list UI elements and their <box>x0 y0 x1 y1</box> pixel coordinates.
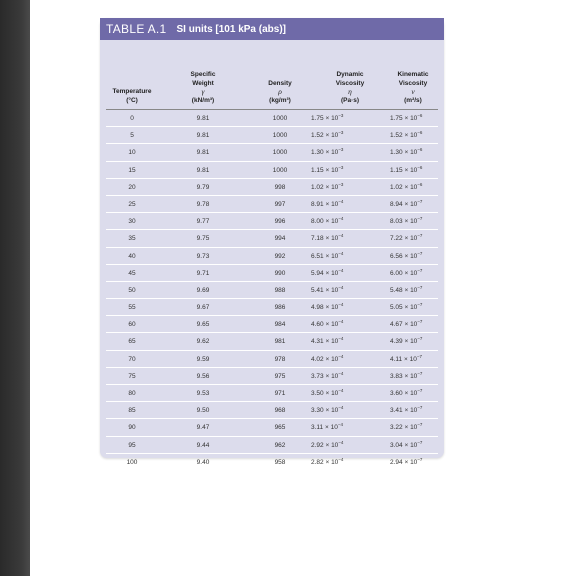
table-row <box>100 454 444 471</box>
dynamic-viscosity-cell-exponent: −4 <box>338 353 344 359</box>
table-header <box>100 40 444 109</box>
kinematic-viscosity-cell-times-ten: × 10 <box>402 115 418 122</box>
dynamic-viscosity-cell-times-ten: × 10 <box>323 304 339 312</box>
temperature-cell: 70 <box>128 355 136 363</box>
specific-weight-cell: 9.44 <box>196 441 210 449</box>
kinematic-viscosity-cell <box>390 316 450 333</box>
temperature-cell: 55 <box>128 304 136 312</box>
header-specific-weight-line2: Weight <box>192 79 214 87</box>
density-cell: 996 <box>274 218 286 226</box>
header-kinematic-viscosity <box>382 40 444 109</box>
specific-weight-cell: 9.81 <box>196 115 210 122</box>
table-body <box>100 110 444 471</box>
specific-weight-cell: 9.79 <box>196 183 210 191</box>
dynamic-viscosity-cell-exponent: −3 <box>338 181 344 187</box>
kinematic-viscosity-cell-times-ten: × 10 <box>402 132 418 140</box>
dynamic-viscosity-cell <box>311 351 371 368</box>
temperature-cell: 20 <box>128 183 136 191</box>
dynamic-viscosity-cell-times-ten: × 10 <box>323 458 339 466</box>
kinematic-viscosity-cell-mantissa: 1.75 <box>390 115 403 122</box>
kinematic-viscosity-cell-times-ten: × 10 <box>402 269 418 277</box>
dynamic-viscosity-cell-mantissa: 8.91 <box>311 200 324 208</box>
dark-sidebar <box>0 0 30 576</box>
temperature-cell: 85 <box>128 407 136 415</box>
dynamic-viscosity-cell-exponent: −4 <box>338 250 344 256</box>
temperature-cell: 25 <box>128 200 136 208</box>
specific-weight-cell: 9.81 <box>196 149 210 157</box>
kinematic-viscosity-cell-mantissa: 5.05 <box>390 304 403 312</box>
kinematic-viscosity-cell <box>390 454 450 471</box>
kinematic-viscosity-cell-exponent: −6 <box>417 181 423 187</box>
kinematic-viscosity-cell-mantissa: 6.56 <box>390 252 403 260</box>
density-cell: 978 <box>274 355 286 363</box>
header-dynamic-viscosity-symbol: η <box>348 87 352 97</box>
kinematic-viscosity-cell <box>390 333 450 350</box>
dynamic-viscosity-cell-exponent: −4 <box>338 388 344 393</box>
dynamic-viscosity-cell-mantissa: 1.30 <box>311 149 324 157</box>
kinematic-viscosity-cell-mantissa: 4.39 <box>390 338 403 346</box>
kinematic-viscosity-cell-exponent: −6 <box>417 130 423 136</box>
dynamic-viscosity-cell-exponent: −4 <box>338 319 344 325</box>
header-density-label: Density <box>268 79 292 87</box>
dynamic-viscosity-cell-exponent: −4 <box>338 370 344 376</box>
temperature-cell: 75 <box>128 372 136 380</box>
specific-weight-cell: 9.73 <box>196 252 210 260</box>
dynamic-viscosity-cell-exponent: −4 <box>337 422 343 428</box>
table-row <box>100 127 444 144</box>
dynamic-viscosity-cell <box>311 144 371 161</box>
dynamic-viscosity-cell-exponent: −4 <box>338 439 344 445</box>
kinematic-viscosity-cell-exponent: −7 <box>417 233 423 239</box>
dynamic-viscosity-cell <box>311 248 371 265</box>
header-density-symbol: ρ <box>278 87 282 97</box>
density-cell: 997 <box>274 200 286 208</box>
kinematic-viscosity-cell-times-ten: × 10 <box>402 200 418 208</box>
dynamic-viscosity-cell-times-ten: × 10 <box>323 269 339 277</box>
dynamic-viscosity-cell-mantissa: 3.50 <box>311 390 324 397</box>
kinematic-viscosity-cell-mantissa: 3.22 <box>390 424 403 432</box>
dynamic-viscosity-cell-mantissa: 1.15 <box>311 166 324 174</box>
table-row <box>100 196 444 213</box>
table-title: SI units [101 kPa (abs)] <box>176 23 286 35</box>
dynamic-viscosity-cell <box>311 127 371 144</box>
specific-weight-cell: 9.59 <box>196 355 210 363</box>
kinematic-viscosity-cell <box>390 385 450 402</box>
kinematic-viscosity-cell-times-ten: × 10 <box>402 458 418 466</box>
dynamic-viscosity-cell <box>311 454 371 471</box>
kinematic-viscosity-cell <box>390 110 450 127</box>
density-cell: 1000 <box>272 115 288 122</box>
dynamic-viscosity-cell-exponent: −4 <box>338 198 344 204</box>
dynamic-viscosity-cell-mantissa: 5.41 <box>311 286 324 294</box>
specific-weight-cell: 9.56 <box>196 372 210 380</box>
dynamic-viscosity-cell-exponent: −4 <box>338 336 344 342</box>
header-specific-weight-unit: (kN/m³) <box>191 97 215 105</box>
dynamic-viscosity-cell <box>311 385 371 402</box>
header-dynamic-viscosity-unit: (Pa·s) <box>340 97 360 105</box>
kinematic-viscosity-cell-times-ten: × 10 <box>402 355 417 363</box>
temperature-cell: 90 <box>128 424 136 432</box>
density-cell: 994 <box>274 235 286 243</box>
dynamic-viscosity-cell-exponent: −3 <box>338 164 344 170</box>
header-dynamic-viscosity-line1: Dynamic <box>336 70 364 78</box>
dynamic-viscosity-cell-exponent: −4 <box>338 216 344 222</box>
kinematic-viscosity-cell-mantissa: 2.94 <box>390 458 403 466</box>
table-row <box>100 299 444 316</box>
specific-weight-cell: 9.67 <box>196 304 210 312</box>
kinematic-viscosity-cell-mantissa: 1.52 <box>390 132 403 140</box>
kinematic-viscosity-cell-exponent: −7 <box>417 336 423 342</box>
table-row <box>100 437 444 454</box>
table-row <box>100 385 444 402</box>
specific-weight-cell: 9.40 <box>196 458 210 466</box>
kinematic-viscosity-cell-exponent: −7 <box>417 388 423 393</box>
kinematic-viscosity-cell-mantissa: 3.60 <box>390 390 403 397</box>
temperature-cell: 50 <box>128 286 136 294</box>
dynamic-viscosity-cell <box>311 230 371 247</box>
dynamic-viscosity-cell-mantissa: 1.02 <box>311 183 324 191</box>
specific-weight-cell: 9.65 <box>196 321 210 329</box>
dynamic-viscosity-cell <box>311 282 371 299</box>
kinematic-viscosity-cell-mantissa: 1.30 <box>390 149 403 157</box>
table-tag: TABLE A.1 <box>106 22 167 36</box>
dynamic-viscosity-cell-mantissa: 5.94 <box>311 269 324 277</box>
table-row <box>100 213 444 230</box>
kinematic-viscosity-cell-times-ten: × 10 <box>402 407 418 415</box>
kinematic-viscosity-cell-exponent: −7 <box>417 250 423 256</box>
dynamic-viscosity-cell-times-ten: × 10 <box>323 132 339 140</box>
table-row <box>100 402 444 419</box>
temperature-cell: 95 <box>128 441 136 449</box>
kinematic-viscosity-cell-exponent: −6 <box>417 113 423 118</box>
dynamic-viscosity-cell-times-ten: × 10 <box>323 390 339 397</box>
table-row <box>100 282 444 299</box>
kinematic-viscosity-cell-exponent: −7 <box>417 198 423 204</box>
dynamic-viscosity-cell-times-ten: × 10 <box>323 166 339 174</box>
dynamic-viscosity-cell-exponent: −4 <box>338 456 344 462</box>
kinematic-viscosity-cell-times-ten: × 10 <box>402 286 418 294</box>
specific-weight-cell: 9.75 <box>196 235 210 243</box>
kinematic-viscosity-cell-mantissa: 5.48 <box>390 286 403 294</box>
dynamic-viscosity-cell <box>311 213 371 230</box>
kinematic-viscosity-cell-exponent: −7 <box>417 422 423 428</box>
table-row <box>100 248 444 265</box>
kinematic-viscosity-cell-exponent: −7 <box>417 439 423 445</box>
kinematic-viscosity-cell-exponent: −6 <box>417 164 423 170</box>
temperature-cell: 45 <box>128 269 136 277</box>
dynamic-viscosity-cell-times-ten: × 10 <box>323 441 339 449</box>
dynamic-viscosity-cell-mantissa: 3.11 <box>311 424 324 432</box>
kinematic-viscosity-cell-exponent: −7 <box>417 370 423 376</box>
specific-weight-cell: 9.81 <box>196 166 210 174</box>
dynamic-viscosity-cell-times-ten: × 10 <box>323 115 339 122</box>
dynamic-viscosity-cell <box>311 162 371 179</box>
header-temperature-unit: (°C) <box>126 97 138 105</box>
kinematic-viscosity-cell <box>390 144 450 161</box>
dynamic-viscosity-cell-exponent: −3 <box>338 147 344 153</box>
table-row <box>100 419 444 436</box>
density-cell: 984 <box>274 321 286 329</box>
temperature-cell: 65 <box>128 338 136 346</box>
dynamic-viscosity-cell-times-ten: × 10 <box>323 252 339 260</box>
dynamic-viscosity-cell-times-ten: × 10 <box>323 218 339 226</box>
specific-weight-cell: 9.50 <box>196 407 210 415</box>
kinematic-viscosity-cell-times-ten: × 10 <box>402 304 418 312</box>
kinematic-viscosity-cell-times-ten: × 10 <box>402 183 418 191</box>
header-dynamic-viscosity-line2: Viscosity <box>335 79 365 87</box>
header-kinematic-viscosity-line1: Kinematic <box>397 70 429 78</box>
density-cell: 988 <box>274 286 286 294</box>
density-cell: 986 <box>274 304 286 312</box>
temperature-cell: 40 <box>128 252 136 260</box>
table-row <box>100 265 444 282</box>
dynamic-viscosity-cell-mantissa: 3.30 <box>311 407 324 415</box>
kinematic-viscosity-cell <box>390 419 450 436</box>
kinematic-viscosity-cell-times-ten: × 10 <box>402 218 418 226</box>
table-row <box>100 162 444 179</box>
kinematic-viscosity-cell-mantissa: 4.67 <box>390 321 403 329</box>
dynamic-viscosity-cell-exponent: −4 <box>338 302 344 308</box>
specific-weight-cell: 9.81 <box>196 132 210 140</box>
dynamic-viscosity-cell-exponent: −4 <box>338 267 344 273</box>
kinematic-viscosity-cell-mantissa: 8.03 <box>390 218 403 226</box>
dynamic-viscosity-cell-mantissa: 4.31 <box>311 338 324 346</box>
dynamic-viscosity-cell-times-ten: × 10 <box>323 235 339 243</box>
dynamic-viscosity-cell <box>311 110 371 127</box>
kinematic-viscosity-cell-times-ten: × 10 <box>402 149 418 157</box>
table-row <box>100 316 444 333</box>
specific-weight-cell: 9.77 <box>196 218 210 226</box>
kinematic-viscosity-cell <box>390 299 450 316</box>
header-specific-weight-line1: Specific <box>190 70 216 78</box>
dynamic-viscosity-cell <box>311 419 371 436</box>
dynamic-viscosity-cell-mantissa: 4.98 <box>311 304 324 312</box>
kinematic-viscosity-cell-mantissa: 1.15 <box>390 166 403 174</box>
header-specific-weight <box>164 40 242 109</box>
kinematic-viscosity-cell <box>390 402 450 419</box>
dynamic-viscosity-cell-mantissa: 4.60 <box>311 321 324 329</box>
kinematic-viscosity-cell-exponent: −7 <box>417 302 423 308</box>
density-cell: 992 <box>274 252 286 260</box>
dynamic-viscosity-cell-mantissa: 3.73 <box>311 372 324 380</box>
kinematic-viscosity-cell-times-ten: × 10 <box>402 441 418 449</box>
header-kinematic-viscosity-unit: (m²/s) <box>404 97 422 105</box>
dynamic-viscosity-cell <box>311 265 371 282</box>
dynamic-viscosity-cell-mantissa: 4.02 <box>311 355 324 363</box>
temperature-cell: 10 <box>128 149 136 157</box>
density-cell: 981 <box>274 338 286 346</box>
dynamic-viscosity-cell-times-ten: × 10 <box>323 149 339 157</box>
temperature-cell: 100 <box>126 458 138 466</box>
table-row <box>100 333 444 350</box>
dynamic-viscosity-cell-times-ten: × 10 <box>323 200 339 208</box>
kinematic-viscosity-cell-mantissa: 3.41 <box>390 407 403 415</box>
kinematic-viscosity-cell-times-ten: × 10 <box>402 390 418 397</box>
dynamic-viscosity-cell-mantissa: 8.00 <box>311 218 324 226</box>
density-cell: 975 <box>274 372 286 380</box>
dynamic-viscosity-cell <box>311 299 371 316</box>
kinematic-viscosity-cell-mantissa: 7.22 <box>390 235 403 243</box>
dynamic-viscosity-cell-times-ten: × 10 <box>323 321 339 329</box>
kinematic-viscosity-cell <box>390 127 450 144</box>
dynamic-viscosity-cell-mantissa: 1.52 <box>311 132 324 140</box>
dynamic-viscosity-cell <box>311 179 371 196</box>
kinematic-viscosity-cell-times-ten: × 10 <box>402 166 418 174</box>
kinematic-viscosity-cell-exponent: −7 <box>417 267 423 273</box>
table-card <box>100 18 444 466</box>
kinematic-viscosity-cell-mantissa: 1.02 <box>390 183 403 191</box>
dynamic-viscosity-cell <box>311 437 371 454</box>
dynamic-viscosity-cell-times-ten: × 10 <box>323 355 339 363</box>
kinematic-viscosity-cell-mantissa: 6.00 <box>390 269 403 277</box>
header-specific-weight-symbol: γ <box>201 87 205 97</box>
header-temperature-label: Temperature <box>112 88 152 96</box>
table-row <box>100 368 444 385</box>
kinematic-viscosity-cell-exponent: −7 <box>416 353 422 359</box>
dynamic-viscosity-cell <box>311 196 371 213</box>
kinematic-viscosity-cell-exponent: −7 <box>417 284 423 290</box>
dynamic-viscosity-cell-times-ten: × 10 <box>323 338 339 346</box>
kinematic-viscosity-cell <box>390 282 450 299</box>
dynamic-viscosity-cell-exponent: −4 <box>338 284 344 290</box>
density-cell: 990 <box>274 269 286 277</box>
kinematic-viscosity-cell-times-ten: × 10 <box>402 235 418 243</box>
kinematic-viscosity-cell-exponent: −6 <box>417 147 423 153</box>
dynamic-viscosity-cell-times-ten: × 10 <box>323 372 339 380</box>
table-row <box>100 230 444 247</box>
specific-weight-cell: 9.78 <box>196 200 210 208</box>
kinematic-viscosity-cell <box>390 351 450 368</box>
dynamic-viscosity-cell-mantissa: 2.82 <box>311 458 324 466</box>
density-cell: 968 <box>274 407 286 415</box>
dynamic-viscosity-cell-times-ten: × 10 <box>323 286 339 294</box>
dynamic-viscosity-cell-mantissa: 2.92 <box>311 441 324 449</box>
dynamic-viscosity-cell-times-ten: × 10 <box>323 407 339 415</box>
dynamic-viscosity-cell <box>311 402 371 419</box>
dynamic-viscosity-cell-mantissa: 6.51 <box>311 252 324 260</box>
dynamic-viscosity-cell-exponent: −4 <box>338 233 344 239</box>
kinematic-viscosity-cell-exponent: −7 <box>417 216 423 222</box>
density-cell: 965 <box>274 424 286 432</box>
dynamic-viscosity-cell-times-ten: × 10 <box>323 183 339 191</box>
kinematic-viscosity-cell <box>390 248 450 265</box>
dynamic-viscosity-cell <box>311 368 371 385</box>
header-density <box>242 40 318 109</box>
kinematic-viscosity-cell <box>390 162 450 179</box>
temperature-cell: 35 <box>128 235 136 243</box>
specific-weight-cell: 9.47 <box>196 424 210 432</box>
dynamic-viscosity-cell-exponent: −3 <box>338 113 344 118</box>
header-temperature <box>100 40 164 109</box>
table-row <box>100 144 444 161</box>
dynamic-viscosity-cell <box>311 316 371 333</box>
temperature-cell: 15 <box>128 166 136 174</box>
density-cell: 958 <box>274 458 286 466</box>
specific-weight-cell: 9.69 <box>196 286 210 294</box>
specific-weight-cell: 9.53 <box>196 390 210 397</box>
density-cell: 998 <box>274 183 286 191</box>
kinematic-viscosity-cell-mantissa: 3.04 <box>390 441 403 449</box>
kinematic-viscosity-cell-times-ten: × 10 <box>402 321 418 329</box>
density-cell: 1000 <box>272 166 288 174</box>
kinematic-viscosity-cell-mantissa: 8.94 <box>390 200 403 208</box>
temperature-cell: 30 <box>128 218 136 226</box>
dynamic-viscosity-cell-times-ten: × 10 <box>323 424 338 432</box>
kinematic-viscosity-cell-exponent: −7 <box>417 456 423 462</box>
kinematic-viscosity-cell-mantissa: 3.83 <box>390 372 403 380</box>
header-kinematic-viscosity-line2: Viscosity <box>398 79 428 87</box>
dynamic-viscosity-cell-mantissa: 1.75 <box>311 115 324 122</box>
dynamic-viscosity-cell-exponent: −3 <box>338 130 344 136</box>
kinematic-viscosity-cell <box>390 213 450 230</box>
temperature-cell: 60 <box>128 321 136 329</box>
temperature-cell: 5 <box>130 132 134 140</box>
header-dynamic-viscosity <box>318 40 382 109</box>
table-row <box>100 110 444 127</box>
kinematic-viscosity-cell-times-ten: × 10 <box>402 338 418 346</box>
kinematic-viscosity-cell-times-ten: × 10 <box>402 252 418 260</box>
density-cell: 1000 <box>272 149 288 157</box>
kinematic-viscosity-cell <box>390 265 450 282</box>
kinematic-viscosity-cell-exponent: −7 <box>417 319 423 325</box>
temperature-cell: 80 <box>128 390 136 397</box>
kinematic-viscosity-cell <box>390 230 450 247</box>
kinematic-viscosity-cell <box>390 196 450 213</box>
dynamic-viscosity-cell-exponent: −4 <box>338 405 344 411</box>
specific-weight-cell: 9.62 <box>196 338 210 346</box>
header-kinematic-viscosity-symbol: ν <box>411 87 415 97</box>
dynamic-viscosity-cell-mantissa: 7.18 <box>311 235 324 243</box>
temperature-cell: 0 <box>130 115 134 122</box>
kinematic-viscosity-cell <box>390 368 450 385</box>
kinematic-viscosity-cell-times-ten: × 10 <box>402 424 418 432</box>
kinematic-viscosity-cell <box>390 179 450 196</box>
kinematic-viscosity-cell-times-ten: × 10 <box>402 372 418 380</box>
table-row <box>100 179 444 196</box>
density-cell: 962 <box>274 441 286 449</box>
specific-weight-cell: 9.71 <box>196 269 210 277</box>
density-cell: 971 <box>274 390 286 397</box>
dynamic-viscosity-cell <box>311 333 371 350</box>
kinematic-viscosity-cell-exponent: −7 <box>417 405 423 411</box>
kinematic-viscosity-cell <box>390 437 450 454</box>
table-title-banner <box>100 18 444 40</box>
header-density-unit: (kg/m³) <box>269 97 291 105</box>
table-row <box>100 351 444 368</box>
kinematic-viscosity-cell-mantissa: 4.11 <box>390 355 403 363</box>
density-cell: 1000 <box>272 132 288 140</box>
